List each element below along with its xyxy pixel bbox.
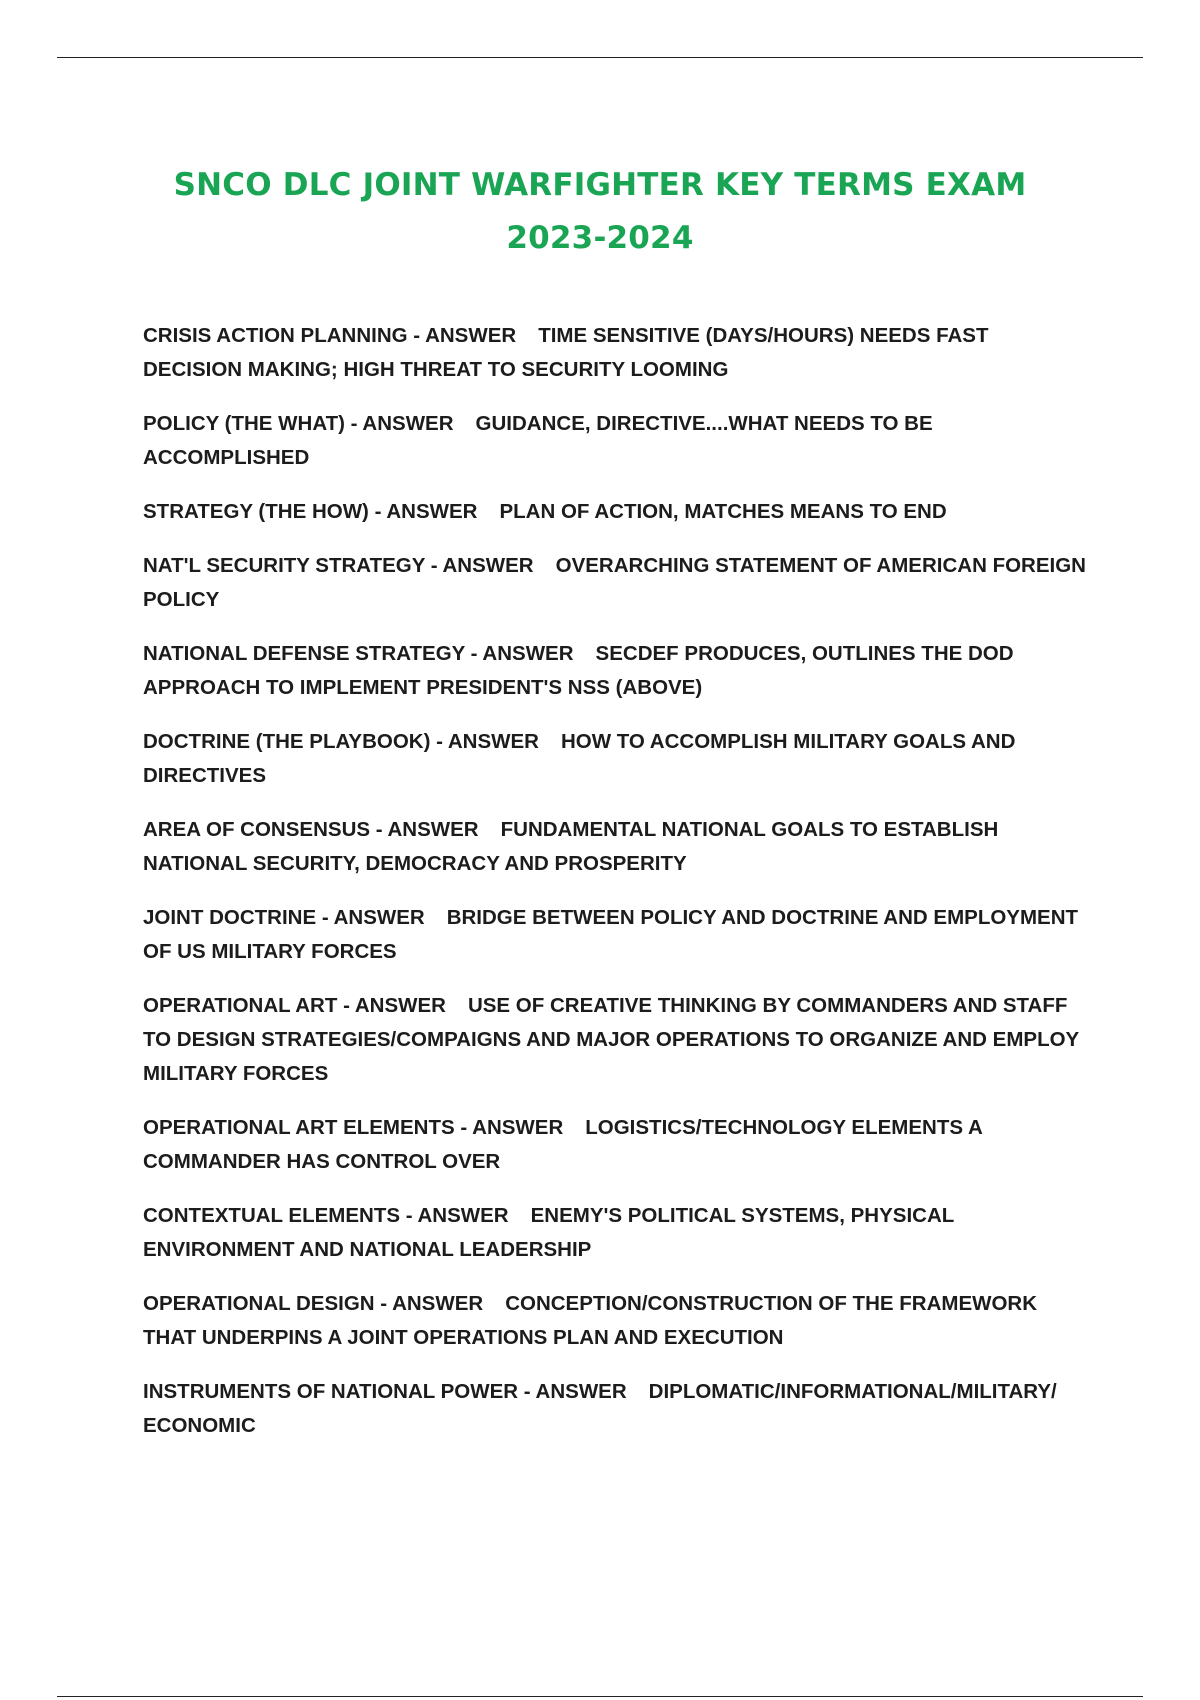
term-name: JOINT DOCTRINE [143,906,317,929]
term-definition: HOW TO ACCOMPLISH MILITARY GOALS AND DIRECTIVES [143,730,1016,787]
term-definition: FUNDAMENTAL NATIONAL GOALS TO ESTABLISH NATIONAL SECURITY, DEMOCRACY AND PROSPERITY [143,818,999,875]
terms-list [143,319,1093,1463]
term-name: CONTEXTUAL ELEMENTS [143,1204,401,1227]
answer-label: - ANSWER [337,994,446,1017]
term-definition: DIPLOMATIC/INFORMATIONAL/MILITARY/ ECONOMIC [143,1380,1057,1437]
term-name: OPERATIONAL ART ELEMENTS [143,1116,455,1139]
term-entry [143,549,1093,617]
term-name: DOCTRINE (THE PLAYBOOK) [143,730,431,753]
term-definition: SECDEF PRODUCES, OUTLINES THE DOD APPROACH TO IMPLEMENT PRESIDENT'S NSS (ABOVE) [143,642,1014,699]
term-entry [143,725,1093,793]
term-definition: TIME SENSITIVE (DAYS/HOURS) NEEDS FAST DECISION MAKING; HIGH THREAT TO SECURITY LOOMING [143,324,989,381]
answer-label: - ANSWER [400,1204,509,1227]
answer-label: - ANSWER [425,554,534,577]
term-definition: CONCEPTION/CONSTRUCTION OF THE FRAMEWORK THAT UNDERPINS A JOINT OPERATIONS PLAN AND EXECUTION [143,1292,1038,1349]
term-entry [143,407,1093,475]
term-entry [143,989,1093,1091]
term-entry [143,1287,1093,1355]
term-name: INSTRUMENTS OF NATIONAL POWER [143,1380,519,1403]
term-definition: OVERARCHING STATEMENT OF AMERICAN FOREIGN POLICY [143,554,1086,611]
term-name: OPERATIONAL DESIGN [143,1292,375,1315]
answer-label: - ANSWER [407,324,517,347]
term-definition: USE OF CREATIVE THINKING BY COMMANDERS AND STAFF TO DESIGN STRATEGIES/COMPAIGNS AND MAJOR OPERATIONS TO ORGANIZE AND EMPLOY MILITARY FORCES [143,994,1079,1085]
answer-label: - ANSWER [316,906,425,929]
term-entry [143,813,1093,881]
answer-label: - ANSWER [430,730,539,753]
term-entry [143,1375,1093,1443]
term-definition: ENEMY'S POLITICAL SYSTEMS, PHYSICAL ENVIRONMENT AND NATIONAL LEADERSHIP [143,1204,954,1261]
term-definition: BRIDGE BETWEEN POLICY AND DOCTRINE AND EMPLOYMENT OF US MILITARY FORCES [143,906,1079,963]
answer-label: - ANSWER [344,412,454,435]
term-name: POLICY (THE WHAT) [143,412,345,435]
term-entry [143,495,1093,529]
term-entry [143,1199,1093,1267]
term-name: NATIONAL DEFENSE STRATEGY [143,642,465,665]
top-divider [57,57,1143,58]
term-name: STRATEGY (THE HOW) [143,500,369,523]
term-name: CRISIS ACTION PLANNING [143,324,408,347]
term-definition: LOGISTICS/TECHNOLOGY ELEMENTS A COMMANDER HAS CONTROL OVER [143,1116,983,1173]
term-entry [143,637,1093,705]
answer-label: - ANSWER [368,500,478,523]
title-line-2: 2023-2024 [506,219,694,256]
answer-label: - ANSWER [370,818,479,841]
term-name: AREA OF CONSENSUS [143,818,371,841]
term-name: NAT'L SECURITY STRATEGY [143,554,426,577]
document-title [140,159,1060,265]
answer-label: - ANSWER [464,642,574,665]
bottom-divider [57,1696,1143,1697]
term-entry [143,901,1093,969]
title-line-1: SNCO DLC JOINT WARFIGHTER KEY TERMS EXAM [173,166,1027,203]
answer-label: - ANSWER [518,1380,627,1403]
answer-label: - ANSWER [454,1116,564,1139]
term-definition: GUIDANCE, DIRECTIVE....WHAT NEEDS TO BE ACCOMPLISHED [143,412,933,469]
term-entry [143,319,1093,387]
term-name: OPERATIONAL ART [143,994,338,1017]
answer-label: - ANSWER [374,1292,484,1315]
term-entry [143,1111,1093,1179]
term-definition: PLAN OF ACTION, MATCHES MEANS TO END [499,500,947,523]
